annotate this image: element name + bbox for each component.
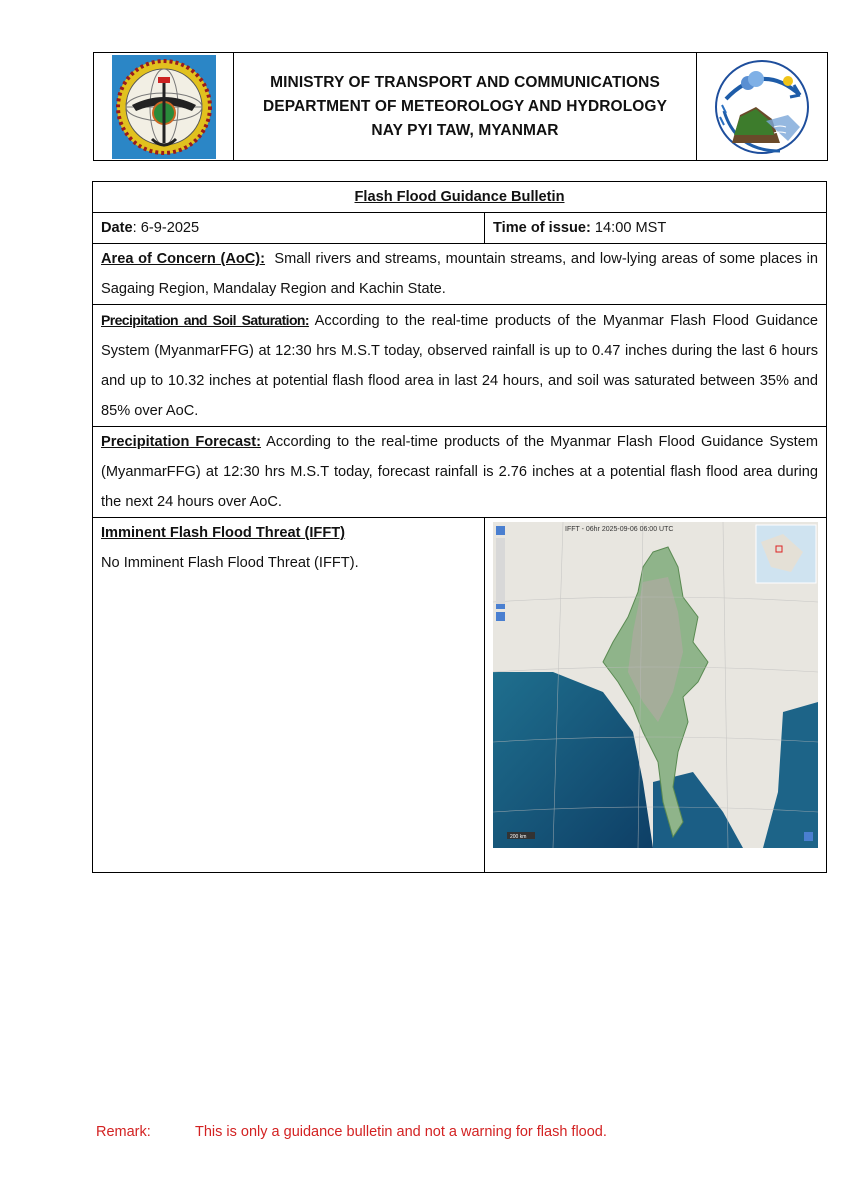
aoc-label: Area of Concern (AoC): [101, 251, 266, 267]
header-title-block [234, 53, 696, 160]
bulletin-title-row [93, 182, 827, 213]
remark-label: Remark: [96, 1124, 151, 1140]
bulletin-table [92, 181, 827, 873]
location-name: NAY PYI TAW, MYANMAR [371, 121, 559, 139]
date-time-row [93, 213, 827, 244]
ifft-text: No Imminent Flash Flood Threat (IFFT). [101, 555, 359, 571]
ministry-logo-cell [94, 53, 234, 160]
precip-forecast-row [93, 427, 827, 518]
map-header-text: IFFT - 06hr 2025-09-06 06:00 UTC [565, 526, 674, 533]
forecast-text: According to the real-time products of the Myanmar Flash Flood Guidance System (MyanmarFFG) at 12:30 hrs M.S.T today, forecast rainfall is 2.76 inches at a potential flash flood area during the next 24 hours over AoC. [101, 434, 818, 510]
department-logo-cell [696, 53, 827, 160]
map-scale-text: 200 km [510, 834, 527, 840]
time-label: Time of issue: [493, 220, 591, 236]
aoc-text: Small rivers and streams, mountain streams, and low-lying areas of some places in Sagaing Region, Mandalay Region and Kachin State. [101, 251, 823, 297]
remark-text: This is only a guidance bulletin and not a warning for flash flood. [195, 1124, 607, 1140]
ministry-emblem-icon [112, 55, 216, 159]
hydrology-cycle-icon [710, 55, 814, 159]
department-name: DEPARTMENT OF METEOROLOGY AND HYDROLOGY [262, 97, 668, 115]
precip-soil-label: Precipitation and Soil Saturation: [101, 312, 309, 328]
ifft-row [93, 518, 827, 873]
remark-line [96, 1124, 607, 1140]
date-value: : 6-9-2025 [132, 220, 200, 236]
date-label: Date [101, 220, 133, 236]
header-table [93, 52, 828, 161]
precip-soil-text: According to the real-time products of the Myanmar Flash Flood Guidance System (MyanmarFFG) at 12:30 hrs M.S.T today, observed rainfall is up to 0.47 inches during the last 6 hours and up to 10.32 inches at potential flash flood area in last 24 hours, and soil was saturated between 35% and 85% over AoC. [101, 313, 818, 419]
precip-forecast-cell [93, 427, 827, 518]
ifft-map-image [493, 522, 818, 848]
time-cell [485, 213, 827, 244]
area-of-concern-cell [93, 244, 827, 305]
ifft-map-cell [485, 518, 827, 873]
bulletin-title: Flash Flood Guidance Bulletin [93, 182, 827, 213]
ministry-name: MINISTRY OF TRANSPORT AND COMMUNICATIONS [270, 73, 660, 91]
time-value: 14:00 MST [590, 220, 667, 236]
precip-soil-cell [93, 305, 827, 427]
ifft-cell [93, 518, 485, 873]
area-of-concern-row [93, 244, 827, 305]
forecast-label: Precipitation Forecast: [101, 434, 262, 450]
date-cell [93, 213, 485, 244]
precip-soil-row [93, 305, 827, 427]
ifft-label: Imminent Flash Flood Threat (IFFT) [101, 525, 346, 541]
